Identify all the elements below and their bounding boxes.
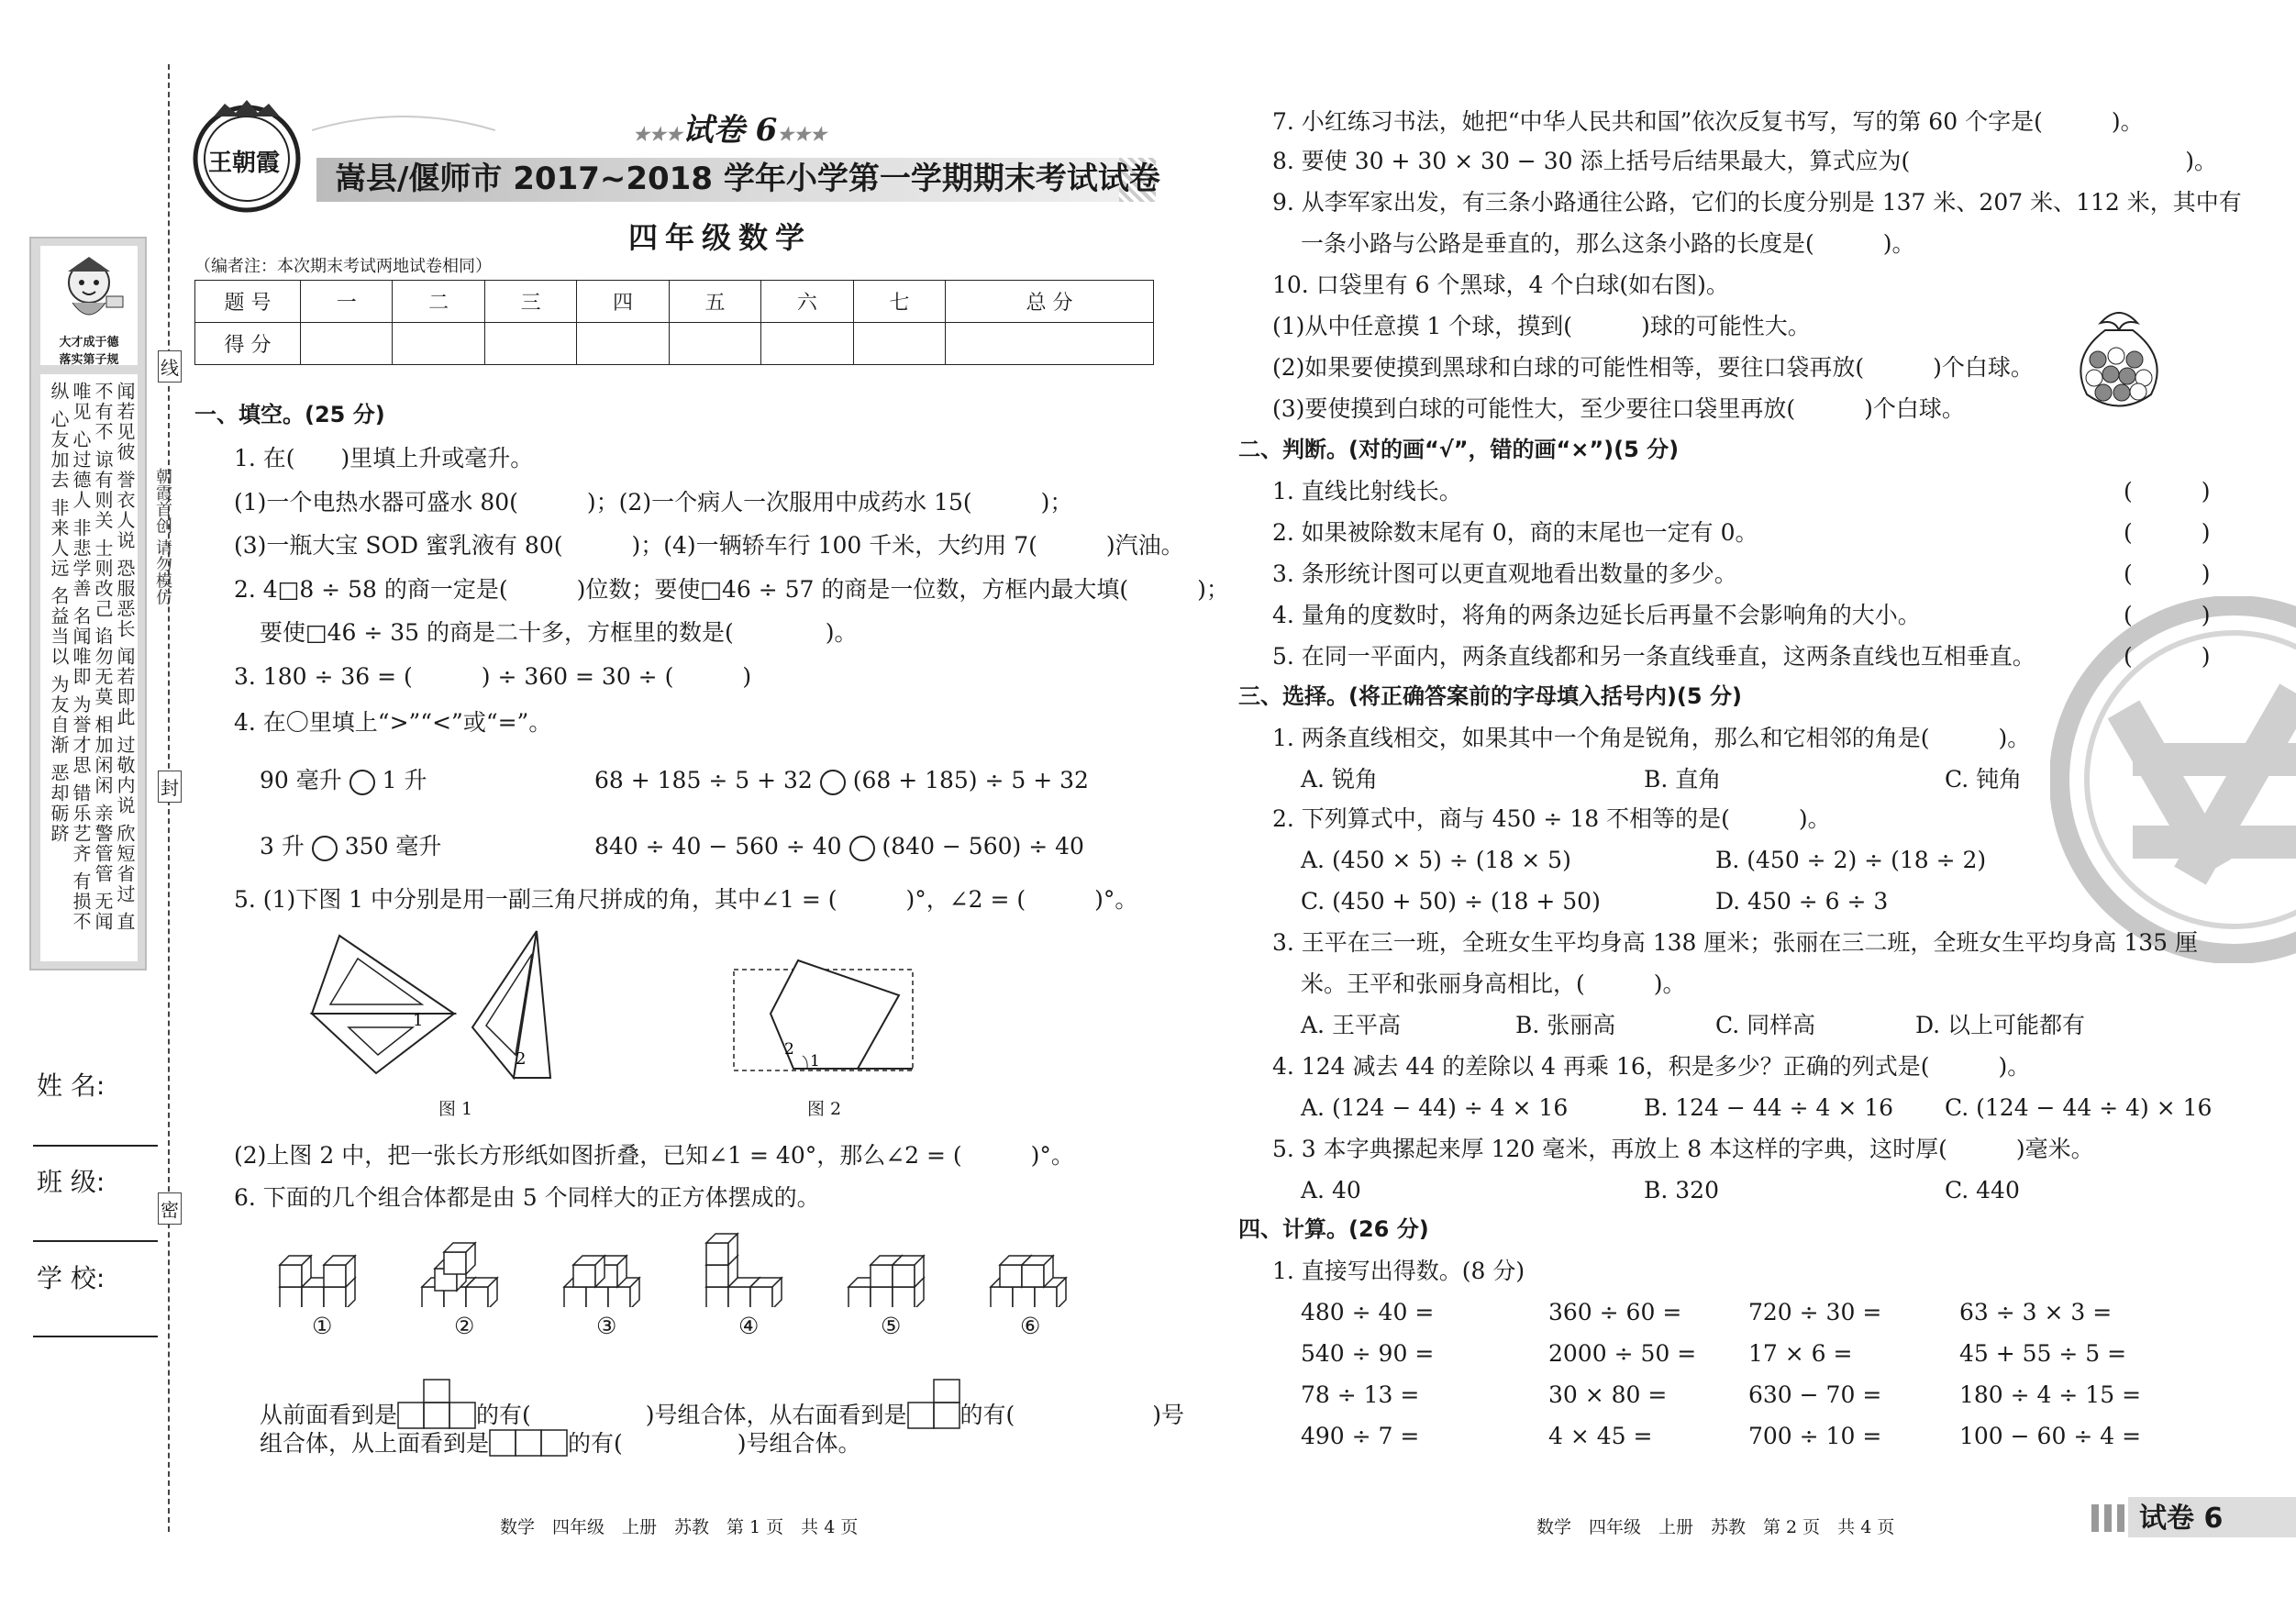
q6a-text-2: 的有( )号组合体，从右面看到是	[476, 1402, 907, 1428]
calc-2-2: 2000 ÷ 50 =	[1548, 1340, 1697, 1367]
choice-2-a: A. (450 × 5) ÷ (18 × 5)	[1301, 847, 1571, 873]
q5: 5. (1)下图 1 中分别是用一副三角尺拼成的角，其中∠1 = ( )°，∠2 = ( )°。	[234, 886, 1138, 913]
logo	[188, 96, 305, 214]
q9-line-a: 9. 从李军家出发，有三条小路通往公路，它们的长度分别是 137 米、207 米、112 米，其中有	[1272, 189, 2242, 216]
q5-part-2: (2)上图 2 中，把一张长方形纸如图折叠，已知∠1 = 40°，那么∠2 = ( )°。	[234, 1142, 1074, 1169]
calc-3-3: 630 − 70 =	[1748, 1381, 1882, 1408]
choice-4: 4. 124 减去 44 的差除以 4 再乘 16，积是多少？正确的列式是( )。	[1272, 1053, 2031, 1080]
choice-2-c: C. (450 + 50) ÷ (18 + 50)	[1301, 888, 1601, 915]
score-cell: 六	[761, 281, 853, 323]
judge-answer-2[interactable]: ( )	[2124, 519, 2211, 546]
compare-circle[interactable]	[849, 836, 875, 861]
calc-1-2: 360 ÷ 60 =	[1548, 1299, 1682, 1325]
judge-answer-1[interactable]: ( )	[2124, 478, 2211, 505]
q2-line-b: 要使□46 ÷ 35 的商是二十多，方框里的数是( )。	[260, 619, 858, 646]
name-field[interactable]	[33, 1145, 158, 1147]
combo-label-5: ⑤	[881, 1313, 902, 1339]
school-field[interactable]	[33, 1336, 158, 1337]
q10-part-1: (1)从中任意摸 1 个球，摸到( )球的可能性大。	[1272, 313, 1811, 339]
calc-4-1: 490 ÷ 7 =	[1301, 1423, 1420, 1449]
mascot-caption-2: 落实第子规	[59, 353, 119, 367]
right-footer: 数学 四年级 上册 苏教 第 2 页 共 4 页	[1536, 1517, 1895, 1537]
q4d-left: 840 ÷ 40 − 560 ÷ 40	[594, 833, 842, 859]
q10: 10. 口袋里有 6 个黑球，4 个白球(如右图)。	[1272, 272, 1729, 298]
q8: 8. 要使 30 + 30 × 30 − 30 添上括号后结果最大，算式应为( )。	[1272, 148, 2217, 174]
score-input[interactable]	[393, 323, 484, 365]
calc-1-3: 720 ÷ 30 =	[1748, 1299, 1882, 1325]
combo-6	[991, 1256, 1066, 1307]
choice-3-line-b: 米。王平和张丽身高相比，( )。	[1301, 970, 1686, 997]
q1: 1. 在( )里填上升或毫升。	[234, 445, 534, 471]
section-4-heading: 四、计算。(26 分)	[1238, 1216, 1429, 1242]
calc-2-4: 45 + 55 ÷ 5 =	[1959, 1340, 2127, 1367]
score-input[interactable]	[301, 323, 393, 365]
figure-1-set-squares	[303, 926, 633, 1082]
editor-note: （编者注：本次期末考试两地试卷相同）	[194, 257, 492, 276]
proverb-box	[40, 374, 138, 961]
logo-text: 王朝霞	[208, 150, 281, 177]
corner-label: 试卷 6	[2139, 1503, 2224, 1535]
choice-1-b: B. 直角	[1644, 766, 1722, 793]
ball-bag-icon	[2069, 303, 2169, 413]
q4d-right: (840 − 560) ÷ 40	[882, 833, 1084, 859]
judge-3: 3. 条形统计图可以更直观地看出数量的多少。	[1272, 560, 1737, 587]
combo-4	[706, 1234, 782, 1307]
school-label: 学 校:	[37, 1263, 105, 1293]
score-cell: 二	[393, 281, 484, 323]
q6-line-b	[260, 1429, 861, 1457]
mascot-box	[40, 246, 138, 365]
combo-2	[422, 1243, 497, 1307]
section-1-heading: 一、填空。(25 分)	[194, 402, 385, 427]
compare-circle[interactable]	[349, 770, 375, 795]
judge-4: 4. 量角的度数时，将角的两条边延长后再量不会影响角的大小。	[1272, 602, 1921, 628]
svg-text:2: 2	[784, 1040, 794, 1059]
choice-5: 5. 3 本字典摞起来厚 120 毫米，再放上 8 本这样的字典，这时厚( )毫米。	[1272, 1136, 2094, 1162]
combo-label-2: ②	[454, 1313, 475, 1339]
combo-label-6: ⑥	[1020, 1313, 1041, 1339]
view-front-icon	[397, 1379, 476, 1430]
score-input[interactable]	[853, 323, 945, 365]
choice-3-b: B. 张丽高	[1515, 1012, 1616, 1038]
choice-5-c: C. 440	[1945, 1177, 2020, 1203]
choice-4-a: A. (124 − 44) ÷ 4 × 16	[1301, 1094, 1569, 1121]
svg-text:1: 1	[810, 1052, 820, 1070]
score-cell: 五	[669, 281, 760, 323]
score-cell: 总 分	[946, 281, 1154, 323]
calc-2-1: 540 ÷ 90 =	[1301, 1340, 1435, 1367]
choice-2-b: B. (450 ÷ 2) ÷ (18 ÷ 2)	[1715, 847, 1987, 873]
svg-text:2: 2	[516, 1049, 527, 1069]
class-label: 班 级:	[37, 1167, 105, 1197]
q4-item-d	[594, 835, 1084, 861]
score-cell: 四	[577, 281, 669, 323]
view-top-icon	[489, 1429, 568, 1457]
q6: 6. 下面的几个组合体都是由 5 个同样大的正方体摆成的。	[234, 1184, 820, 1211]
svg-text:1: 1	[413, 1011, 424, 1030]
choice-5-a: A. 40	[1301, 1177, 1361, 1203]
choice-1-c: C. 钝角	[1945, 766, 2023, 793]
choice-4-b: B. 124 − 44 ÷ 4 × 16	[1644, 1094, 1894, 1121]
score-cell: 一	[301, 281, 393, 323]
exam-title: 嵩县/偃师市 2017~2018 学年小学第一学期期末考试试卷	[335, 161, 1160, 197]
q4b-left: 68 + 185 ÷ 5 + 32	[594, 767, 813, 793]
calc-3-1: 78 ÷ 13 =	[1301, 1381, 1420, 1408]
combo-label-1: ①	[312, 1313, 333, 1339]
calc-3-2: 30 × 80 =	[1548, 1381, 1668, 1408]
calc-1-4: 63 ÷ 3 × 3 =	[1959, 1299, 2113, 1325]
figure-2-label: 图 2	[807, 1099, 842, 1119]
choice-4-c: C. (124 − 44 ÷ 4) × 16	[1945, 1094, 2213, 1121]
q4c-right: 350 毫升	[344, 833, 442, 859]
combo-1	[280, 1256, 355, 1307]
score-input[interactable]	[669, 323, 760, 365]
compare-circle[interactable]	[820, 770, 846, 795]
q6b-text-2: 的有( )号组合体。	[568, 1430, 861, 1457]
left-footer: 数学 四年级 上册 苏教 第 1 页 共 4 页	[500, 1517, 859, 1537]
binding-mark-xian: 线	[158, 350, 182, 383]
calc-2-3: 17 × 6 =	[1748, 1340, 1853, 1367]
q4a-left: 90 毫升	[260, 767, 342, 793]
combo-3	[564, 1256, 639, 1307]
paper-label: ★★★试卷 6★★★	[633, 112, 827, 149]
mascot-caption-1: 大才成于德	[59, 336, 119, 349]
q1-line-b: (3)一瓶大宝 SOD 蜜乳液有 80( )；(4)一辆轿车行 100 千米，大约用 7( )汽油。	[234, 532, 1184, 559]
ribbon-decoration	[312, 103, 495, 149]
subject-title: 四年级数学	[628, 220, 813, 255]
calc-4-4: 100 − 60 ÷ 4 =	[1959, 1423, 2142, 1449]
figure-1-label: 图 1	[438, 1099, 473, 1119]
figure-2-folded-paper	[729, 959, 922, 1078]
choice-1-a: A. 锐角	[1301, 766, 1378, 793]
compare-circle[interactable]	[312, 836, 338, 861]
q1-line-a: (1)一个电热水器可盛水 80( )；(2)一个病人一次服用中成药水 15( )；	[234, 489, 1073, 516]
q4: 4. 在〇里填上“>”“<”或“=”。	[234, 709, 552, 736]
calc-q1: 1. 直接写出得数。(8 分)	[1272, 1258, 1525, 1284]
score-input[interactable]	[484, 323, 576, 365]
q4-item-b	[594, 769, 1089, 795]
q7: 7. 小红练习书法，她把“中华人民共和国”依次反复书写，写的第 60 个字是( )。	[1272, 108, 2144, 135]
q2-line-a: 2. 4□8 ÷ 58 的商一定是( )位数；要使□46 ÷ 57 的商是一位数，方框内最大填( )；	[234, 576, 1229, 603]
copyright-notice: 朝霞首创 请勿模仿	[153, 468, 172, 605]
section-3-heading: 三、选择。(将正确答案前的字母填入括号内)(5 分)	[1238, 683, 1742, 709]
q4-item-c	[260, 835, 441, 861]
combo-5	[849, 1256, 924, 1307]
class-field[interactable]	[33, 1240, 158, 1242]
score-cell: 三	[484, 281, 576, 323]
section-2-heading: 二、判断。(对的画“√”，错的画“×”)(5 分)	[1238, 437, 1680, 462]
binding-mark-feng: 封	[158, 771, 182, 803]
choice-1: 1. 两条直线相交，如果其中一个角是锐角，那么和它相邻的角是( )。	[1272, 725, 2031, 751]
choice-5-b: B. 320	[1644, 1177, 1719, 1203]
judge-5: 5. 在同一平面内，两条直线都和另一条直线垂直，这两条直线也互相垂直。	[1272, 643, 2035, 670]
q4c-left: 3 升	[260, 833, 305, 859]
judge-1: 1. 直线比射线长。	[1272, 478, 1462, 505]
seal-text	[2238, 908, 2239, 909]
calc-1-1: 480 ÷ 40 =	[1301, 1299, 1435, 1325]
choice-2: 2. 下列算式中，商与 450 ÷ 18 不相等的是( )。	[1272, 805, 1831, 832]
judge-2: 2. 如果被除数末尾有 0，商的末尾也一定有 0。	[1272, 519, 1758, 546]
q10-part-3: (3)要使摸到白球的可能性大，至少要往口袋里再放( )个白球。	[1272, 395, 1965, 422]
calc-4-3: 700 ÷ 10 =	[1748, 1423, 1882, 1449]
binding-mark-mi: 密	[158, 1192, 182, 1225]
choice-3-a: A. 王平高	[1301, 1012, 1401, 1038]
view-right-icon	[907, 1379, 960, 1430]
score-row-titles	[195, 281, 1154, 323]
choice-3-line-a: 3. 王平在三一班，全班女生平均身高 138 厘米；张丽在三二班，全班女生平均身高 135 厘	[1272, 929, 2199, 956]
q6b-text-1: 组合体，从上面看到是	[260, 1430, 490, 1457]
score-input[interactable]	[761, 323, 853, 365]
q6a-text-3: 的有( )号	[959, 1402, 1185, 1428]
choice-2-d: D. 450 ÷ 6 ÷ 3	[1715, 888, 1889, 915]
judge-answer-5[interactable]: ( )	[2124, 643, 2211, 670]
score-input[interactable]	[577, 323, 669, 365]
q4-item-a	[260, 769, 427, 795]
q9-line-b: 一条小路与公路是垂直的，那么这条小路的长度是( )。	[1301, 230, 1915, 257]
q6-line-a	[260, 1379, 1184, 1430]
q3: 3. 180 ÷ 36 = ( ) ÷ 360 = 30 ÷ ( )	[234, 663, 752, 690]
score-row-scores	[195, 323, 1154, 365]
q10-part-2: (2)如果要使摸到黑球和白球的可能性相等，要往口袋再放( )个白球。	[1272, 354, 2034, 381]
q4b-right: (68 + 185) ÷ 5 + 32	[852, 767, 1089, 793]
q4a-right: 1 升	[382, 767, 427, 793]
judge-answer-4[interactable]: ( )	[2124, 602, 2211, 628]
score-cell: 题 号	[195, 281, 301, 323]
score-table	[194, 280, 1154, 365]
side-strip	[29, 237, 147, 970]
combo-label-4: ④	[738, 1313, 760, 1339]
corner-tab-dots	[2091, 1504, 2128, 1532]
mascot-icon	[40, 246, 138, 328]
choice-3-c: C. 同样高	[1715, 1012, 1816, 1038]
calc-3-4: 180 ÷ 4 ÷ 15 =	[1959, 1381, 2142, 1408]
score-input[interactable]	[946, 323, 1154, 365]
q6a-text-1: 从前面看到是	[260, 1402, 398, 1428]
name-label: 姓 名:	[37, 1070, 105, 1101]
calc-4-2: 4 × 45 =	[1548, 1423, 1653, 1449]
score-cell: 七	[853, 281, 945, 323]
score-cell: 得 分	[195, 323, 301, 365]
combo-label-3: ③	[596, 1313, 617, 1339]
choice-3-d: D. 以上可能都有	[1915, 1012, 2086, 1038]
proverb-col: 闻若见彼 誉衣人说 恐服恶长 闻若即此 过敬内说 欣短省过 直不有不 谅有则关 士则改己 谄勿无莫 相加闲闲 亲警管管 无闻唯见 心过德人 非悲学善 名闻唯即 为誉才思 错乐艺齐 有损不纵 心友加去 非来人远 名益当以 为友自渐 恶却砺跻	[48, 382, 136, 933]
paper-label-text: 试卷 6	[682, 112, 778, 149]
cube-combinations	[275, 1225, 1082, 1307]
judge-answer-3[interactable]: ( )	[2124, 560, 2211, 587]
